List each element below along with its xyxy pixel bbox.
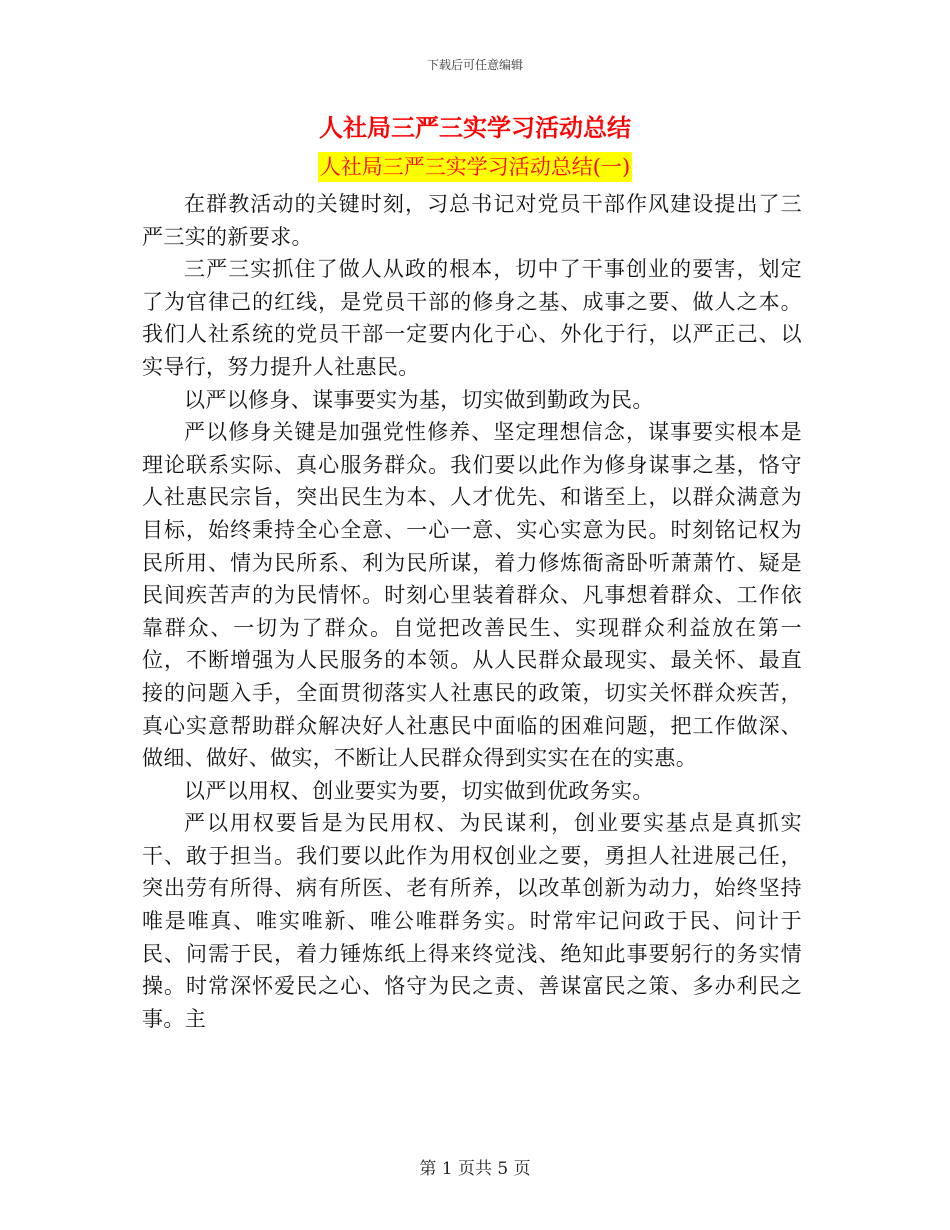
document-subtitle-wrapper xyxy=(0,152,950,182)
paragraph: 以严以修身、谋事要实为基，切实做到勤政为民。 xyxy=(184,387,654,412)
document-subtitle: 人社局三严三实学习活动总结(一) xyxy=(318,152,632,182)
page-header-note: 下载后可任意编辑 xyxy=(426,58,523,72)
paragraph: 在群教活动的关键时刻，习总书记对党员干部作风建设提出了三严三实的新要求。 xyxy=(142,192,802,249)
page-number-footer: 第 1 页共 5 页 xyxy=(419,1159,531,1179)
document-title: 人社局三严三实学习活动总结 xyxy=(319,113,631,142)
paragraph: 严以修身关键是加强党性修养、坚定理想信念，谋事要实根本是理论联系实际、真心服务群众。我们要以此作为修身谋事之基，恪守人社惠民宗旨，突出民生为本、人才优先、和谐至上，以群众满意为目标，始终秉持全心全意、一心一意、实心实意为民。时刻铭记权为民所用、情为民所系、利为民所谋，着力修炼衙斋卧听萧萧竹、疑是民间疾苦声的为民情怀。时刻心里装着群众、凡事想着群众、工作依靠群众、一切为了群众。自觉把改善民生、实现群众利益放在第一位，不断增强为人民服务的本领。从人民群众最现实、最关怀、最直接的问题入手，全面贯彻落实人社惠民的政策，切实关怀群众疾苦，真心实意帮助群众解决好人社惠民中面临的困难问题，把工作做深、做细、做好、做实，不断让人民群众得到实实在在的实惠。 xyxy=(142,420,802,771)
document-body xyxy=(142,188,802,1035)
paragraph: 严以用权要旨是为民用权、为民谋利，创业要实基点是真抓实干、敢于担当。我们要以此作为用权创业之要，勇担人社进展己任，突出劳有所得、病有所医、老有所养，以改革创新为动力，始终坚持唯是唯真、唯实唯新、唯公唯群务实。时常牢记问政于民、问计于民、问需于民，着力锤炼纸上得来终觉浅、绝知此事要躬行的务实情操。时常深怀爱民之心、恪守为民之责、善谋富民之策、多办利民之事。主 xyxy=(142,811,802,1031)
paragraph: 三严三实抓住了做人从政的根本，切中了干事创业的要害，划定了为官律己的红线，是党员干部的修身之基、成事之要、做人之本。我们人社系统的党员干部一定要内化于心、外化于行，以严正己、以实导行，努力提升人社惠民。 xyxy=(142,257,802,379)
paragraph: 以严以用权、创业要实为要，切实做到优政务实。 xyxy=(184,778,654,803)
